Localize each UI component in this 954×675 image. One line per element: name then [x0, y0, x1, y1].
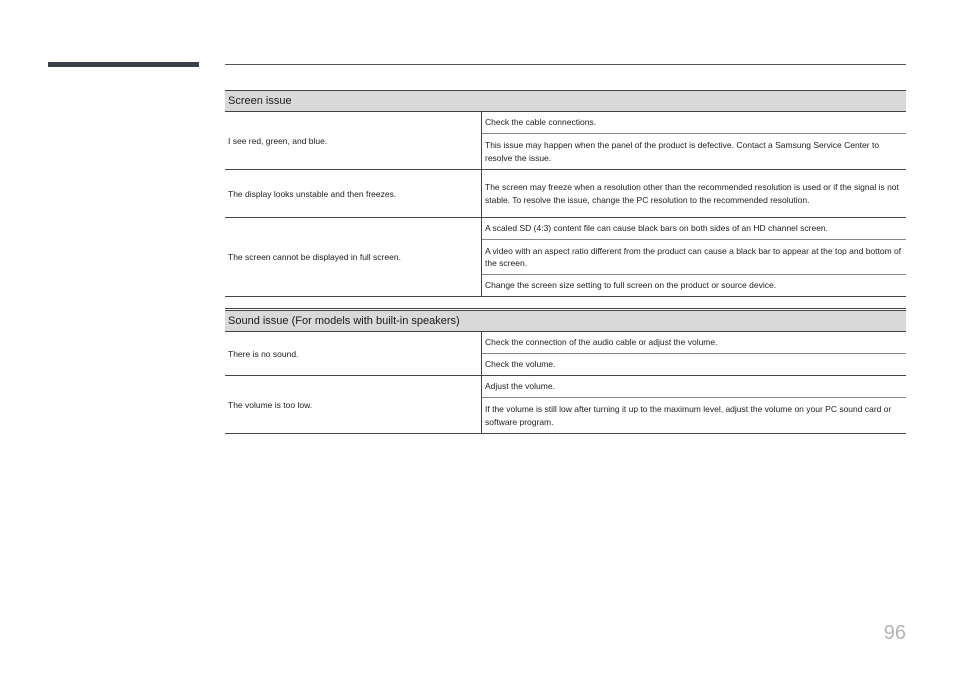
table-row — [225, 332, 906, 376]
chapter-marker-bar — [48, 62, 199, 67]
table-row — [225, 170, 906, 218]
solutions-cell — [482, 112, 906, 169]
table-row — [225, 112, 906, 170]
solutions-cell — [482, 218, 906, 296]
solution-item: Adjust the volume. — [482, 376, 906, 398]
solutions-cell — [482, 170, 906, 217]
symptom-cell: There is no sound. — [225, 332, 482, 375]
solution-item: A scaled SD (4:3) content file can cause black bars on both sides of an HD channel screen. — [482, 218, 906, 240]
sound-issue-table — [225, 310, 906, 434]
solution-item: The screen may freeze when a resolution other than the recommended resolution is used or if the signal is not stable. To resolve the issue, change the PC resolution to the recommended resolution. — [485, 182, 899, 205]
section-header-screen-issue: Screen issue — [225, 90, 906, 112]
solution-item: Change the screen size setting to full screen on the product or source device. — [485, 280, 777, 291]
solution-item: This issue may happen when the panel of the product is defective. Contact a Samsung Service Center to resolve the issue. — [485, 140, 880, 163]
solution-item: Check the connection of the audio cable or adjust the volume. — [482, 332, 906, 354]
solution-item: Check the volume. — [485, 359, 556, 370]
top-divider — [225, 64, 906, 65]
symptom-cell: The volume is too low. — [225, 376, 482, 433]
section-header-sound-issue: Sound issue (For models with built-in speakers) — [225, 310, 906, 332]
screen-issue-table — [225, 90, 906, 309]
symptom-cell: The display looks unstable and then freezes. — [225, 170, 482, 217]
table-spacer — [225, 297, 906, 309]
solutions-cell — [482, 332, 906, 375]
solution-item: If the volume is still low after turning it up to the maximum level, adjust the volume on your PC sound card or software program. — [485, 404, 892, 427]
solution-item: Check the cable connections. — [482, 112, 906, 134]
table-row — [225, 376, 906, 434]
solutions-cell — [482, 376, 906, 433]
symptom-cell: The screen cannot be displayed in full screen. — [225, 218, 482, 296]
table-row — [225, 218, 906, 297]
symptom-cell: I see red, green, and blue. — [225, 112, 482, 169]
solution-item: A video with an aspect ratio different from the product can cause a black bar to appear at the top and bottom of the screen. — [482, 240, 906, 275]
page-number: 96 — [883, 622, 906, 644]
